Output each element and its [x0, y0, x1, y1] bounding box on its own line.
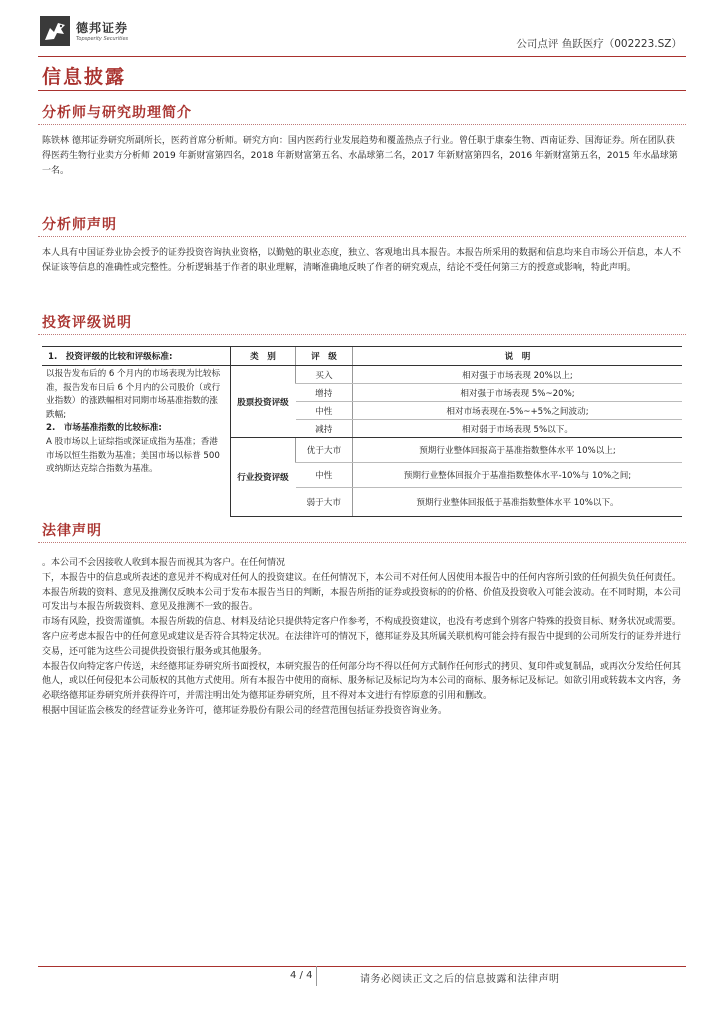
- logo-subtitle: Topsperity Securities: [76, 36, 129, 42]
- rating-cell: 中性: [296, 463, 353, 488]
- description-cell: 预期行业整体回报介于基准指数整体水平-10%与 10%之间;: [353, 463, 683, 488]
- description-cell: 预期行业整体回报高于基准指数整体水平 10%以上;: [353, 438, 683, 463]
- table-row: [42, 366, 682, 384]
- header-divider: [38, 56, 686, 57]
- legal-line: 市场有风险，投资需谨慎。本报告所载的信息、材料及结论只提供特定客户作参考，不构成投资建议，也没有考虑到个别客户特殊的投资目标、财务状况或需要。客户应考虑本报告中的任何意见或建议是否符合其特定状况。在法律许可的情况下，德邦证券及其所属关联机构可能会持有报告中提到的公司所发行的证券并进行交易，还可能为这些公司提供投资银行服务或其他服务。: [42, 617, 682, 657]
- section-divider: [38, 334, 686, 335]
- footer-notice: 请务必阅读正文之后的信息披露和法律声明: [360, 974, 560, 985]
- legal-line: 。本公司不会因接收人收到本报告而视其为客户。在任何情况: [42, 558, 286, 568]
- footer-separator: [316, 966, 317, 986]
- legal-title: 法律声明: [42, 523, 102, 539]
- section-divider: [38, 124, 686, 125]
- rating-criteria-text: [42, 366, 231, 517]
- rating-left-heading: [42, 347, 231, 366]
- page-number: 4 / 4: [290, 970, 313, 981]
- legal-line: 根据中国证监会核发的经营证券业务许可，德邦证券股份有限公司的经营范围包括证券投资咨询业务。: [42, 705, 448, 716]
- legal-line: 本报告所载的资料、意见及推测仅反映本公司于发布本报告当日的判断，本报告所指的证券或投资标的的价格、价值及投资收入可能会波动。在不同时期，本公司可发出与本报告所载资料、意见及推测不一致的报告。: [42, 587, 682, 613]
- stock-rating-category: 股票投资评级: [231, 366, 296, 438]
- page-header: [38, 14, 686, 54]
- rating-standard-heading: 1. 投资评级的比较和评级标准:: [48, 352, 173, 362]
- analyst-intro-body: 陈铁林 德邦证券研究所副所长，医药首席分析师。研究方向：国内医药行业发展趋势和覆盖热点子行业。曾任职于康泰生物、西南证券、国海证券。所在团队获得医药生物行业卖方分析师 2019 年新财富第四名，2018 年新财富第五名、水晶球第二名，2017 年新财富第四名，2016 年新财富第五名，2015 年水晶球第一名。: [42, 136, 678, 176]
- legal-line: 下，本报告中的信息或所表述的意见并不构成对任何人的投资建议。在任何情况下，本公司不对任何人因使用本报告中的任何内容所引致的任何损失负任何责任。: [42, 572, 682, 583]
- rating-table: [42, 346, 682, 517]
- benchmark-heading: 2. 市场基准指数的比较标准:: [46, 423, 162, 434]
- rating-cell: 中性: [296, 402, 353, 420]
- section-divider: [38, 542, 686, 543]
- legal-body: [42, 556, 682, 719]
- footer-divider: [38, 966, 686, 967]
- description-cell: 相对强于市场表现 5%~20%;: [353, 384, 683, 402]
- description-cell: 相对市场表现在-5%~+5%之间波动;: [353, 402, 683, 420]
- page-title: 信息披露: [42, 66, 127, 88]
- rating-cell: 买入: [296, 366, 353, 384]
- rating-standard-body: 以报告发布后的 6 个月内的市场表现为比较标准，报告发布日后 6 个月内的公司股价（或行业指数）的涨跌幅相对同期市场基准指数的涨跌幅;: [46, 369, 221, 420]
- legal-line: 本报告仅向特定客户传送，未经德邦证券研究所书面授权，本研究报告的任何部分均不得以任何方式制作任何形式的拷贝、复印件或复制品，或再次分发给任何其他人，或以任何侵犯本公司版权的其他方式使用。所有本报告中使用的商标、服务标记及标记均为本公司的商标、服务标记及标记。如欲引用或转载本文内容，务必联络德邦证券研究所并获得许可，并需注明出处为德邦证券研究所，且不得对本文进行有悖原意的引用和删改。: [42, 661, 682, 702]
- rating-table-header: [42, 347, 682, 366]
- rating-cell: 优于大市: [296, 438, 353, 463]
- benchmark-body: A 股市场以上证综指或深证成指为基准；香港市场以恒生指数为基准；美国市场以标普 500 或纳斯达克综合指数为基准。: [46, 436, 220, 475]
- rating-cell: 增持: [296, 384, 353, 402]
- title-divider: [38, 90, 686, 91]
- report-info: 公司点评 鱼跃医疗（002223.SZ）: [516, 38, 682, 50]
- logo-mark-icon: [40, 16, 70, 46]
- rating-cell: 减持: [296, 420, 353, 438]
- company-logo: [40, 16, 180, 48]
- description-cell: 相对强于市场表现 20%以上;: [353, 366, 683, 384]
- industry-rating-category: 行业投资评级: [231, 438, 296, 517]
- col-category: 类 别: [231, 347, 296, 366]
- rating-cell: 弱于大市: [296, 488, 353, 517]
- logo-name: 德邦证券: [76, 21, 129, 35]
- col-rating: 评 级: [296, 347, 353, 366]
- description-cell: 相对弱于市场表现 5%以下。: [353, 420, 683, 438]
- section-divider: [38, 236, 686, 237]
- rating-title: 投资评级说明: [42, 315, 132, 331]
- col-description: 说 明: [353, 347, 683, 366]
- analyst-statement-title: 分析师声明: [42, 217, 117, 233]
- analyst-statement-body: 本人具有中国证券业协会授予的证券投资咨询执业资格，以勤勉的职业态度，独立、客观地出具本报告。本报告所采用的数据和信息均来自市场公开信息，本人不保证该等信息的准确性或完整性。分析逻辑基于作者的职业理解，清晰准确地反映了作者的研究观点，结论不受任何第三方的授意或影响，特此声明。: [42, 248, 682, 273]
- analyst-intro-title: 分析师与研究助理简介: [42, 105, 192, 121]
- description-cell: 预期行业整体回报低于基准指数整体水平 10%以下。: [353, 488, 683, 517]
